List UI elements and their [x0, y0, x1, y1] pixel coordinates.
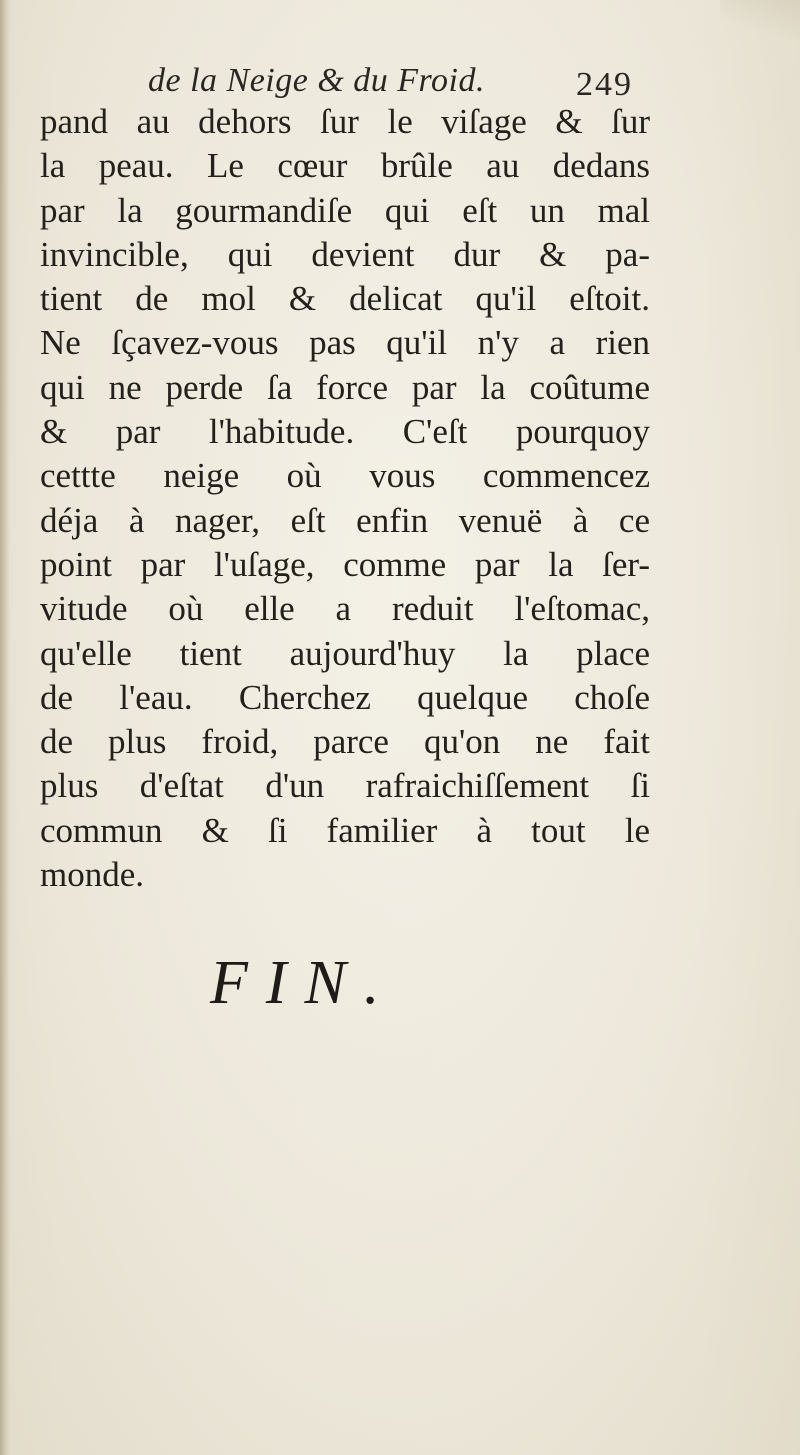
text-line: qu'elle tient aujourd'huy la place	[40, 633, 650, 673]
page-number: 249	[576, 66, 633, 103]
text-line: de l'eau. Cherchez quelque choſe	[40, 677, 650, 717]
text-line: invincible, qui devient dur & pa-	[40, 234, 650, 274]
text-line: la peau. Le cœur brûle au dedans	[40, 146, 650, 186]
text-line: monde.	[40, 855, 145, 895]
text-line: & par l'habitude. C'eſt pourquoy	[40, 412, 650, 452]
text-line: Ne ſçavez-vous pas qu'il n'y a rien	[40, 323, 650, 363]
text-line: plus d'eſtat d'un rafraichiſſement ſi	[40, 766, 650, 806]
text-line: pand au dehors ſur le viſage & ſur	[40, 102, 650, 141]
page-corner	[720, 0, 800, 40]
body-text	[40, 100, 650, 897]
page-gutter	[0, 0, 10, 1455]
text-line: de plus froid, parce qu'on ne fait	[40, 722, 650, 762]
text-line: par la gourmandiſe qui eſt un mal	[40, 190, 650, 230]
text-line: vitude où elle a reduit l'eſtomac,	[40, 589, 650, 629]
text-line: commun & ſi familier à tout le	[40, 810, 650, 850]
text-line: déja à nager, eſt enfin venuë à ce	[40, 500, 650, 540]
running-head: de la Neige & du Froid.	[148, 62, 485, 99]
text-line: tient de mol & delicat qu'il eſtoit.	[40, 279, 650, 319]
closing-fin: FIN.	[210, 949, 398, 1017]
text-line: point par l'uſage, comme par la ſer-	[40, 544, 650, 584]
text-line: cettte neige où vous commencez	[40, 456, 650, 496]
text-line: qui ne perde ſa force par la coûtume	[40, 367, 650, 407]
